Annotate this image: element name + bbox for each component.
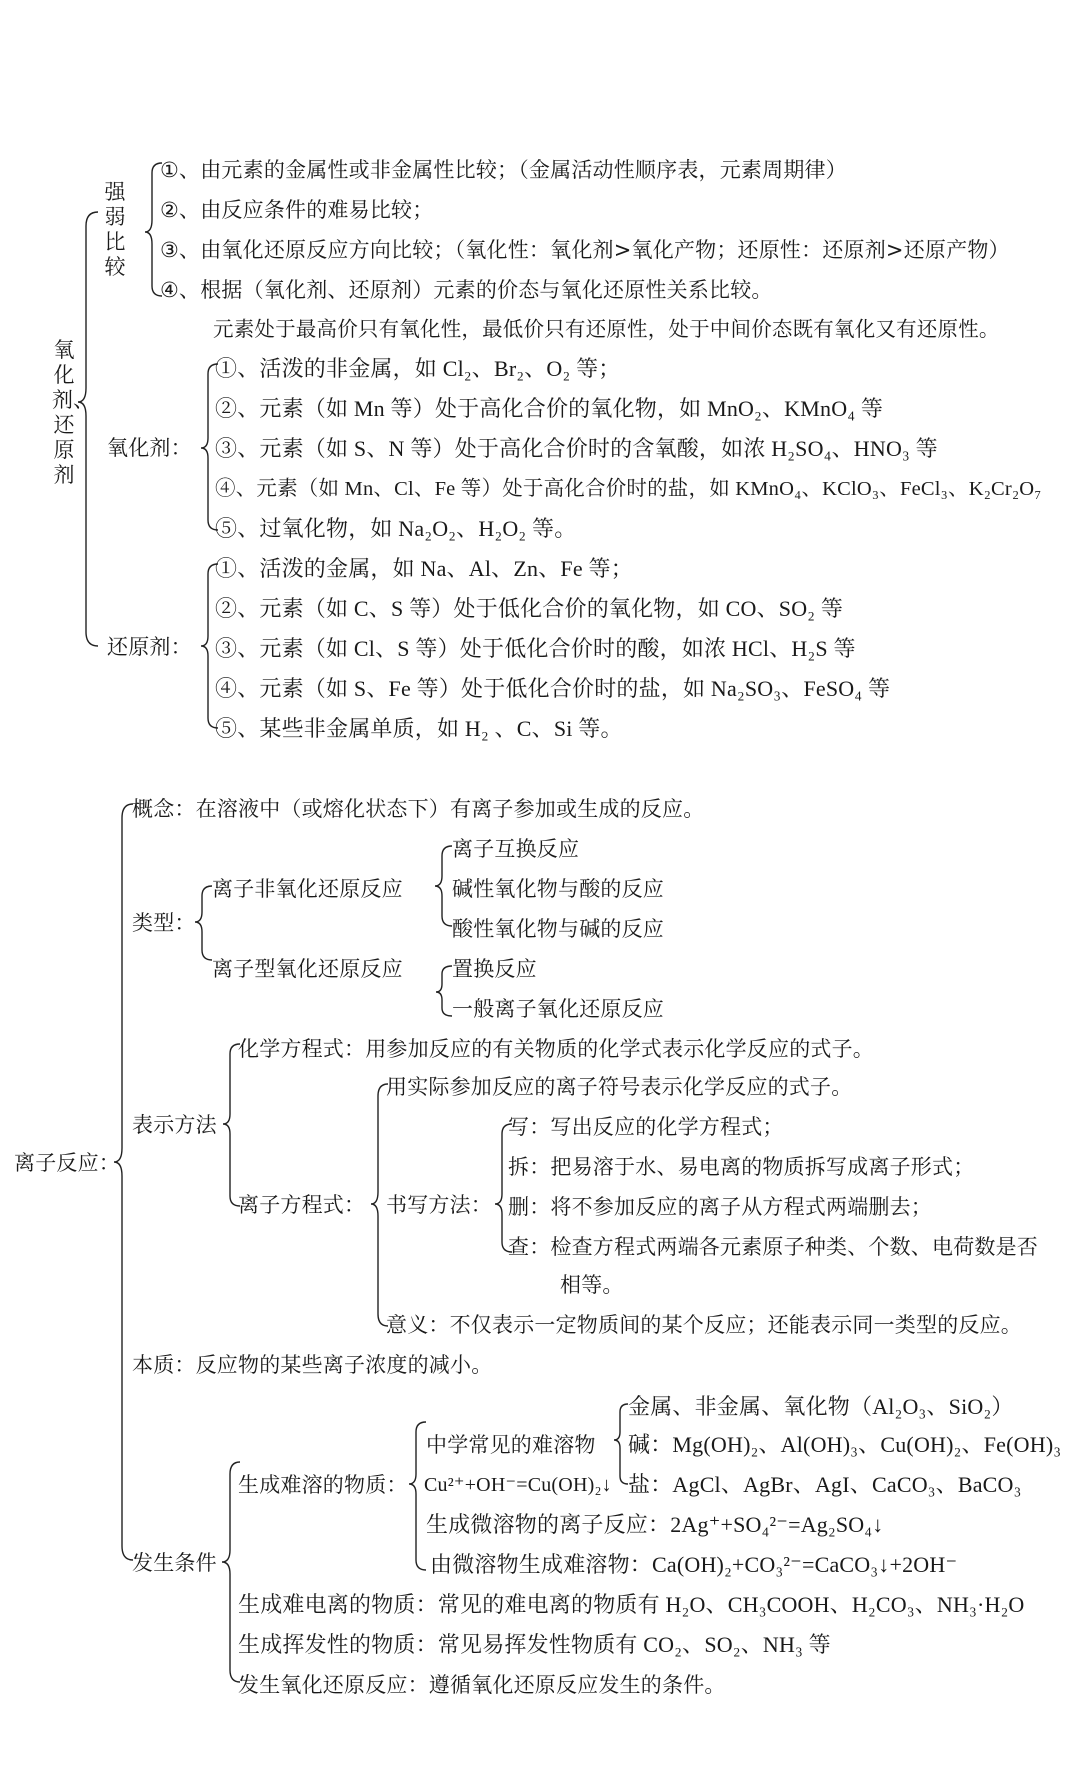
representation-label: 表示方法: [132, 1113, 217, 1137]
slightly-soluble-reaction: 生成微溶物的离子反应：2Ag⁺+SO₄²⁻=Ag₂SO₄↓: [426, 1512, 884, 1537]
conditions-label: 发生条件: [132, 1551, 217, 1575]
insoluble-salts: 盐：AgCl、AgBr、AgI、CaCO₃、BaCO₃: [628, 1472, 1022, 1497]
oxidizer-item-2: ②、元素（如 Mn 等）处于高化合价的氧化物，如 MnO₂、KMnO₄ 等: [215, 396, 884, 421]
from-slightly-soluble-reaction: 由微溶物生成难溶物：Ca(OH)₂+CO₃²⁻=CaCO₃↓+2OH⁻: [430, 1552, 958, 1577]
writing-step-4-cont: 相等。: [560, 1273, 624, 1297]
writing-step-1: 写：写出反应的化学方程式；: [508, 1115, 784, 1139]
reducer-item-3: ③、元素（如 Cl、S 等）处于低化合价时的酸，如浓 HCl、H₂S 等: [215, 636, 856, 661]
types-label: 类型：: [132, 911, 196, 935]
writing-step-2: 拆：把易溶于水、易电离的物质拆写成离子形式；: [508, 1155, 975, 1179]
brace-types: [195, 886, 212, 960]
strength-item-4: ④、根据（氧化剂、还原剂）元素的价态与氧化还原性关系比较。: [160, 278, 773, 302]
strength-note: 元素处于最高价只有氧化性，最低价只有还原性，处于中间价态既有氧化又有还原性。: [213, 317, 1000, 341]
insoluble-bases: 碱：Mg(OH)₂、Al(OH)₃、Cu(OH)₂、Fe(OH)₃: [628, 1432, 1062, 1457]
strength-label: 强弱比较: [104, 180, 126, 279]
brace-redox-ionic: [436, 966, 452, 1016]
reducer-item-4: ④、元素（如 S、Fe 等）处于低化合价时的盐，如 Na₂SO₃、FeSO₄ 等: [215, 676, 891, 701]
non-redox-label: 离子非氧化还原反应: [212, 877, 403, 901]
insoluble-category-1: 金属、非金属、氧化物（Al₂O₃、SiO₂）: [628, 1394, 1014, 1419]
non-redox-item-2: 碱性氧化物与酸的反应: [452, 877, 664, 901]
brace-non-redox: [435, 846, 452, 926]
redox-ionic-label: 离子型氧化还原反应: [212, 957, 403, 981]
non-redox-item-3: 酸性氧化物与碱的反应: [452, 917, 664, 941]
writing-step-3: 删：将不参加反应的离子从方程式两端删去；: [508, 1195, 932, 1219]
oxidizer-item-3: ③、元素（如 S、N 等）处于高化合价时的含氧酸，如浓 H₂SO₄、HNO₃ 等: [215, 436, 938, 461]
chemical-equation: 化学方程式：用参加反应的有关物质的化学式表示化学反应的式子。: [238, 1037, 874, 1061]
writing-step-4: 查：检查方程式两端各元素原子种类、个数、电荷数是否: [508, 1235, 1038, 1259]
brace-common-insoluble: [614, 1404, 628, 1484]
brace-redox: [78, 212, 98, 646]
reducer-item-2: ②、元素（如 C、S 等）处于低化合价的氧化物，如 CO、SO₂ 等: [215, 596, 844, 621]
oxidizer-item-1: ①、活泼的非金属，如 Cl₂、Br₂、O₂ 等；: [215, 356, 621, 381]
weak-electrolyte: 生成难电离的物质：常见的难电离的物质有 H₂O、CH₃COOH、H₂CO₃、NH₃·H₂O: [238, 1592, 1025, 1617]
redox-condition: 发生氧化还原反应：遵循氧化还原反应发生的条件。: [238, 1673, 726, 1697]
brace-ionic: [114, 804, 133, 1560]
redox-title: 氧化剂、还原剂: [52, 338, 94, 487]
redox-ionic-item-1: 置换反应: [452, 957, 537, 981]
writing-label: 书写方法：: [386, 1193, 492, 1217]
brace-writing: [495, 1124, 512, 1252]
non-redox-item-1: 离子互换反应: [452, 837, 580, 861]
ionic-title: 离子反应：: [14, 1151, 120, 1175]
ionic-eq-label: 离子方程式：: [238, 1193, 366, 1217]
reducer-label: 还原剂：: [107, 635, 192, 659]
essence: 本质：反应物的某些离子浓度的减小。: [132, 1353, 493, 1377]
ionic-eq-definition: 用实际参加反应的离子符号表示化学反应的式子。: [386, 1075, 853, 1099]
insoluble-example: Cu²⁺+OH⁻=Cu(OH)₂↓: [424, 1474, 612, 1496]
oxidizer-item-4: ④、元素（如 Mn、Cl、Fe 等）处于高化合价时的盐，如 KMnO₄、KClO₃、FeCl₃、K₂Cr₂O₇: [215, 478, 1042, 500]
oxidizer-item-5: ⑤、过氧化物，如 Na₂O₂、H₂O₂ 等。: [215, 516, 577, 541]
reducer-item-5: ⑤、某些非金属单质，如 H₂ 、C、Si 等。: [215, 716, 623, 741]
strength-item-2: ②、由反应条件的难易比较；: [160, 198, 434, 222]
strength-item-1: ①、由元素的金属性或非金属性比较；（金属活动性顺序表，元素周期律）: [160, 158, 847, 182]
common-insoluble-label: 中学常见的难溶物: [426, 1433, 596, 1457]
reducer-item-1: ①、活泼的金属，如 Na、Al、Zn、Fe 等；: [215, 556, 633, 581]
volatile: 生成挥发性的物质：常见易挥发性物质有 CO₂、SO₂、NH₃ 等: [238, 1632, 831, 1657]
redox-ionic-item-2: 一般离子氧化还原反应: [452, 997, 664, 1021]
strength-item-3: ③、由氧化还原反应方向比较；（氧化性：氧化剂>氧化产物；还原性：还原剂>还原产物）: [160, 238, 1010, 262]
concept: 概念：在溶液中（或熔化状态下）有离子参加或生成的反应。: [132, 797, 705, 821]
oxidizer-label: 氧化剂：: [107, 436, 192, 460]
insoluble-label: 生成难溶的物质：: [238, 1473, 408, 1497]
brace-representation: [223, 1044, 240, 1206]
ionic-eq-meaning: 意义：不仅表示一定物质间的某个反应；还能表示同一类型的反应。: [386, 1313, 1022, 1337]
